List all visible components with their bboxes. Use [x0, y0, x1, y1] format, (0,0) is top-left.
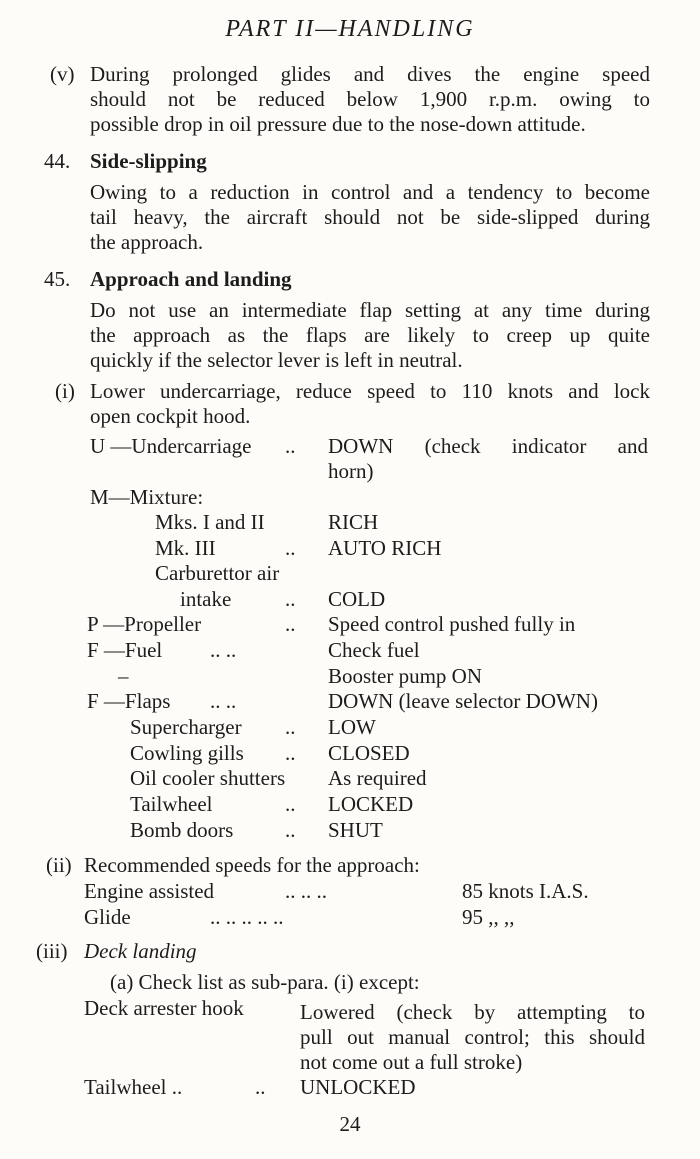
checklist-dash: –: [118, 664, 129, 688]
checklist-value-cowling: CLOSED: [328, 741, 410, 765]
para-iii-number: (iii): [36, 939, 68, 963]
speed-label-engine: Engine assisted: [84, 879, 215, 903]
section-44-line-1: Owing to a reduction in control and a tendency to become: [90, 180, 650, 204]
checklist-label-bomb-doors: Bomb doors: [130, 818, 234, 842]
speed-label-glide: Glide: [84, 905, 131, 929]
para-i-number: (i): [55, 379, 75, 403]
checklist-value-flaps: DOWN (leave selector DOWN): [328, 689, 598, 713]
para-i-line-2: open cockpit hood.: [90, 404, 251, 428]
para-iii-title: Deck landing: [84, 939, 197, 963]
checklist-label-fuel: F —Fuel: [87, 638, 163, 662]
checklist-label-mk-iii: Mk. III: [155, 536, 216, 560]
checklist-value-intake: COLD: [328, 587, 386, 611]
deck-dots: ..: [255, 1075, 266, 1099]
speed-value-glide: 95 ,, ,,: [462, 905, 515, 929]
checklist-value-supercharger: LOW: [328, 715, 376, 739]
para-v-line-1: During prolonged glides and dives the engine speed: [90, 62, 650, 86]
checklist-dots: ..: [285, 587, 296, 611]
deck-value-hook-1: Lowered (check by attempting to: [300, 1000, 645, 1024]
checklist-value-bomb-doors: SHUT: [328, 818, 383, 842]
checklist-label-flaps: F —Flaps: [87, 689, 171, 713]
checklist-label-mks-i-ii: Mks. I and II: [155, 510, 265, 534]
para-ii-number: (ii): [46, 853, 72, 877]
para-iii-sub: (a) Check list as sub-para. (i) except:: [110, 970, 420, 994]
checklist-dots: ..: [285, 536, 296, 560]
speed-dots: .. .. .. .. ..: [210, 905, 284, 929]
speed-dots: .. .. ..: [285, 879, 327, 903]
section-44-line-2: tail heavy, the aircraft should not be side-slipped during: [90, 205, 650, 229]
section-44-number: 44.: [44, 149, 71, 173]
deck-value-hook-3: not come out a full stroke): [300, 1050, 523, 1074]
section-45-line-3: quickly if the selector lever is left in neutral.: [90, 348, 463, 372]
deck-value-tailwheel: UNLOCKED: [300, 1075, 416, 1099]
checklist-label-oil-cooler: Oil cooler shutters: [130, 766, 286, 790]
checklist-value-mks-i-ii: RICH: [328, 510, 379, 534]
checklist-dots: ..: [285, 612, 296, 636]
section-45-title: Approach and landing: [90, 267, 292, 291]
checklist-dots: ..: [285, 792, 296, 816]
para-ii-text: Recommended speeds for the approach:: [84, 853, 420, 877]
para-v-line-3: possible drop in oil pressure due to the nose-down attitude.: [90, 112, 586, 136]
speed-value-engine: 85 knots I.A.S.: [462, 879, 589, 903]
para-v-line-2: should not be reduced below 1,900 r.p.m. owing to: [90, 87, 650, 111]
checklist-dots: .. ..: [210, 638, 237, 662]
checklist-dots: ..: [285, 434, 296, 458]
checklist-value-fuel: Check fuel: [328, 638, 420, 662]
checklist-label-carburettor: Carburettor air: [155, 561, 280, 585]
checklist-value-mk-iii: AUTO RICH: [328, 536, 442, 560]
checklist-dots: .. ..: [210, 689, 237, 713]
checklist-label-supercharger: Supercharger: [130, 715, 242, 739]
checklist-label-propeller: P —Propeller: [87, 612, 202, 636]
checklist-value-tailwheel: LOCKED: [328, 792, 414, 816]
checklist-value-undercarriage-2: horn): [328, 459, 374, 483]
checklist-dots: ..: [285, 715, 296, 739]
page-header: PART II—HANDLING: [225, 16, 475, 42]
checklist-value-oil-cooler: As required: [328, 766, 427, 790]
para-v-number: (v): [50, 62, 75, 86]
checklist-value-undercarriage: DOWN (check indicator and: [328, 434, 648, 458]
section-45-line-1: Do not use an intermediate flap setting at any time during: [90, 298, 650, 322]
page-number: 24: [339, 1112, 361, 1136]
section-44-line-3: the approach.: [90, 230, 204, 254]
checklist-label-intake: intake: [180, 587, 232, 611]
deck-label-hook: Deck arrester hook: [84, 996, 244, 1020]
checklist-label-tailwheel: Tailwheel: [130, 792, 213, 816]
checklist-dots: ..: [285, 741, 296, 765]
checklist-value-booster: Booster pump ON: [328, 664, 482, 688]
section-45-number: 45.: [44, 267, 71, 291]
para-i-line-1: Lower undercarriage, reduce speed to 110 knots and lock: [90, 379, 650, 403]
section-45-line-2: the approach as the flaps are likely to creep up quite: [90, 323, 650, 347]
deck-value-hook-2: pull out manual control; this should: [300, 1025, 645, 1049]
checklist-dots: ..: [285, 818, 296, 842]
checklist-label-cowling: Cowling gills: [130, 741, 244, 765]
checklist-label-undercarriage: U —Undercarriage: [90, 434, 252, 458]
checklist-value-propeller: Speed control pushed fully in: [328, 612, 576, 636]
section-44-title: Side-slipping: [90, 149, 207, 173]
checklist-label-mixture: M—Mixture:: [90, 485, 204, 509]
deck-label-tailwheel: Tailwheel ..: [84, 1075, 183, 1099]
